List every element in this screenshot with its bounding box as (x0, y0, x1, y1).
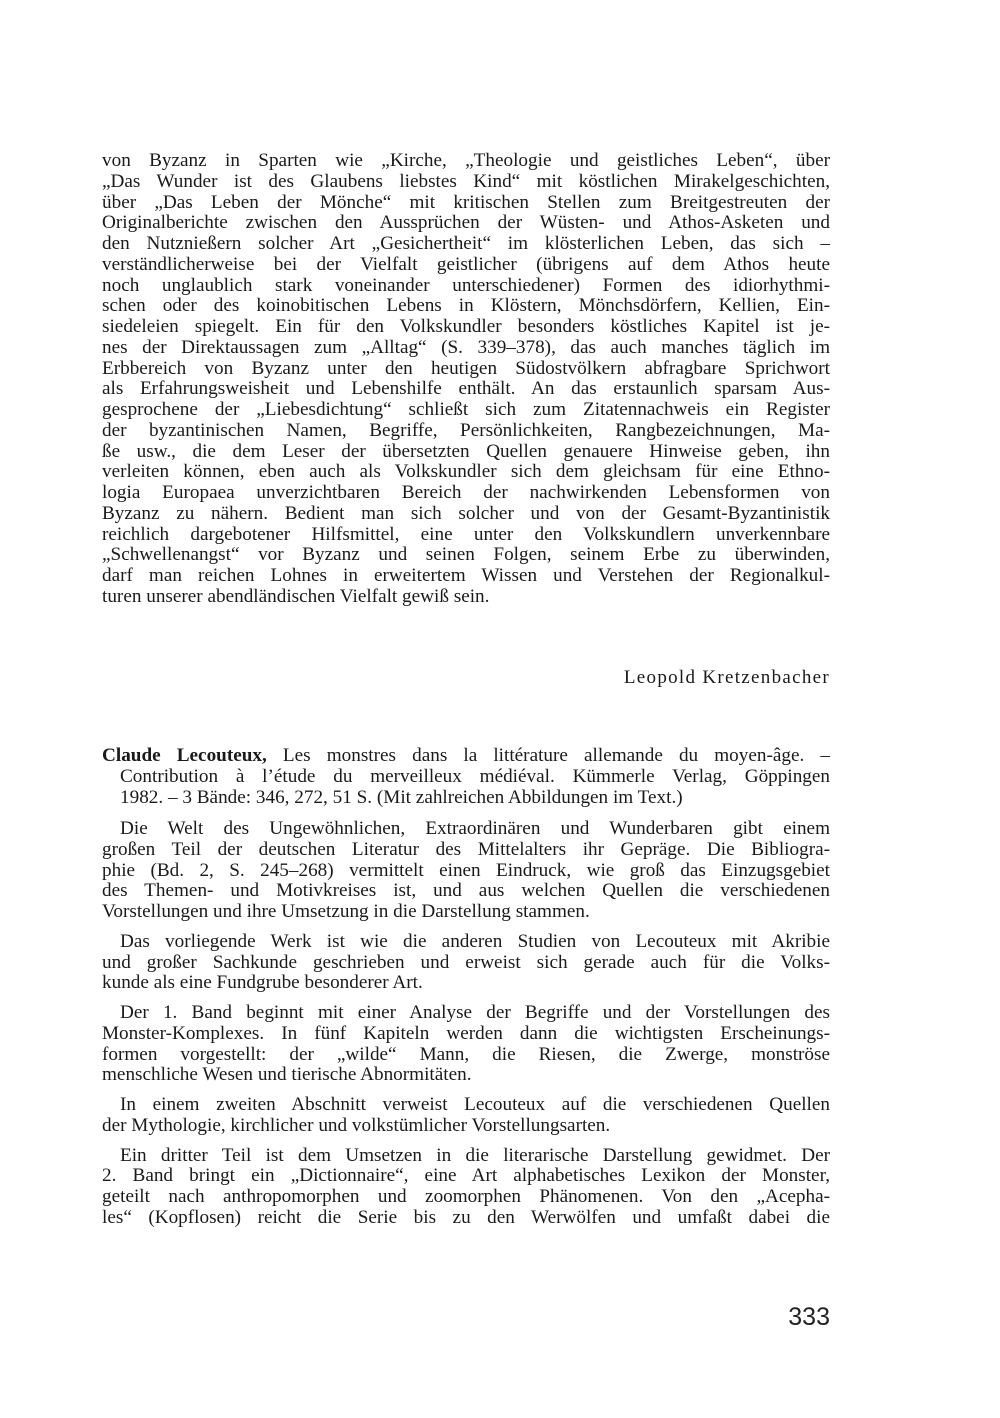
text-line: siedeleien spiegelt. Ein für den Volkskundler besonders köstliches Kapitel ist je- (102, 316, 830, 337)
text-line: Ein dritter Teil ist dem Umsetzen in die literarische Darstellung gewidmet. Der (120, 1144, 830, 1166)
text-line: verleiten können, eben auch als Volkskundler sich dem gleichsam für eine Ethno- (102, 461, 830, 483)
reviewer-signature: Leopold Kretzenbacher (623, 667, 830, 688)
text-line: gesprochene der „Liebesdichtung“ schließt sich zum Zitatennachweis ein Register (102, 399, 830, 420)
review-citation (102, 746, 830, 808)
text-line: logia Europaea unverzichtbaren Bereich der nachwirkenden Lebensformen von (102, 482, 830, 503)
citation-line-1 (102, 746, 830, 767)
text-line: des Themen- und Motivkreises ist, und aus welchen Quellen die verschiedenen (102, 880, 830, 902)
text-line: Das vorliegende Werk ist wie die anderen Studien von Lecouteux mit Akribie (120, 930, 830, 952)
text-line: Erbbereich von Byzanz unter den heutigen Südostvölkern abfragbare Sprichwort (102, 357, 830, 379)
text-line: von Byzanz in Sparten wie „Kirche, „Theologie und geistliches Leben“, über (102, 150, 830, 171)
citation-line-3: 1982. – 3 Bände: 346, 272, 51 S. (Mit zahlreichen Abbildungen im Text.) (120, 786, 683, 808)
text-line: Der 1. Band beginnt mit einer Analyse der Begriffe und der Vorstellungen des (120, 1002, 830, 1023)
text-line: kunde als eine Fundgrube besonderer Art. (102, 972, 423, 994)
page-number: 333 (788, 1303, 830, 1331)
text-line: über „Das Leben der Mönche“ mit kritischen Stellen zum Breitgestreuten der (102, 191, 830, 213)
text-line: menschliche Wesen und tierische Abnormitäten. (102, 1064, 472, 1086)
text-line: großen Teil der deutschen Literatur des Mittelalters ihr Gepräge. Die Bibliogra- (102, 838, 830, 860)
text-line: und großer Sachkunde geschrieben und erweist sich gerade auch für die Volks- (102, 951, 830, 973)
text-line: turen unserer abendländischen Vielfalt gewiß sein. (102, 585, 490, 607)
text-line: den Nutznießern solcher Art „Gesichertheit“ im klösterlichen Leben, das sich – (102, 233, 830, 254)
text-line: ße usw., die dem Leser der übersetzten Quellen genauere Hinweise geben, ihn (102, 440, 830, 462)
review-body (102, 819, 830, 1238)
text-line: der Mythologie, kirchlicher und volkstümlicher Vorstellungsarten. (102, 1114, 611, 1136)
text-line: formen vorgestellt: der „wilde“ Mann, die Riesen, die Zwerge, monströse (102, 1043, 830, 1065)
paragraph (102, 1095, 830, 1137)
text-line: „Das Wunder ist des Glaubens liebstes Kind“ mit köstlichen Mirakelgeschichten, (102, 170, 830, 192)
text-line: nes der Direktaussagen zum „Alltag“ (S. 339–378), das auch manches täglich im (102, 336, 830, 358)
paragraph (102, 1003, 830, 1086)
citation-line-2: Contribution à l’étude du merveilleux médiéval. Kümmerle Verlag, Göppingen (120, 765, 830, 787)
text-line: 2. Band bringt ein „Dictionnaire“, eine Art alphabetisches Lexikon der Monster, (102, 1165, 830, 1187)
text-line: schen oder des koinobitischen Lebens in Klöstern, Mönchsdörfern, Kellien, Ein- (102, 295, 830, 317)
text-line: geteilt nach anthropomorphen und zoomorphen Phänomenen. Von den „Acepha- (102, 1186, 830, 1207)
previous-review-body (102, 151, 830, 608)
text-line: Die Welt des Ungewöhnlichen, Extraordinären und Wunderbaren gibt einem (120, 818, 830, 839)
text-line: darf man reichen Lohnes in erweitertem Wissen und Verstehen der Regionalkul- (102, 565, 830, 586)
text-line: reichlich dargebotener Hilfsmittel, eine unter den Volkskundlern unverkennbare (102, 523, 830, 545)
review-author: Claude Lecouteux, (102, 745, 267, 766)
text-line: In einem zweiten Abschnitt verweist Lecouteux auf die verschiedenen Quellen (120, 1094, 830, 1115)
text-line: der byzantinischen Namen, Begriffe, Persönlichkeiten, Rangbezeichnungen, Ma- (102, 419, 830, 441)
text-line: verständlicherweise bei der Vielfalt geistlicher (übrigens auf dem Athos heute (102, 253, 830, 275)
text-line: „Schwellenangst“ vor Byzanz und seinen Folgen, seinem Erbe zu überwinden, (102, 544, 830, 566)
paragraph (102, 932, 830, 994)
text-line: les“ (Kopflosen) reicht die Serie bis zu den Werwölfen und umfaßt dabei die (102, 1206, 830, 1228)
text-line: Byzanz zu nähern. Bedient man sich solcher und von der Gesamt-Byzantinistik (102, 502, 830, 524)
text-line: als Erfahrungsweisheit und Lebenshilfe enthält. An das erstaunlich sparsam Aus- (102, 378, 830, 400)
text-line: Originalberichte zwischen den Aussprüchen der Wüsten- und Athos-Asketen und (102, 212, 830, 234)
text-line: Monster-Komplexes. In fünf Kapiteln werden dann die wichtigsten Erscheinungs- (102, 1022, 830, 1044)
text-line: noch unglaublich stark voneinander unterschiedener) Formen des idiorhythmi- (102, 274, 830, 296)
paragraph (102, 819, 830, 923)
text-line: Vorstellungen und ihre Umsetzung in die Darstellung stammen. (102, 901, 590, 922)
paragraph (102, 1146, 830, 1229)
book-title: Les monstres dans la littérature allemande du moyen-âge. – (266, 745, 830, 766)
text-line: phie (Bd. 2, S. 245–268) vermittelt einen Eindruck, wie groß das Einzugsgebiet (102, 859, 830, 881)
